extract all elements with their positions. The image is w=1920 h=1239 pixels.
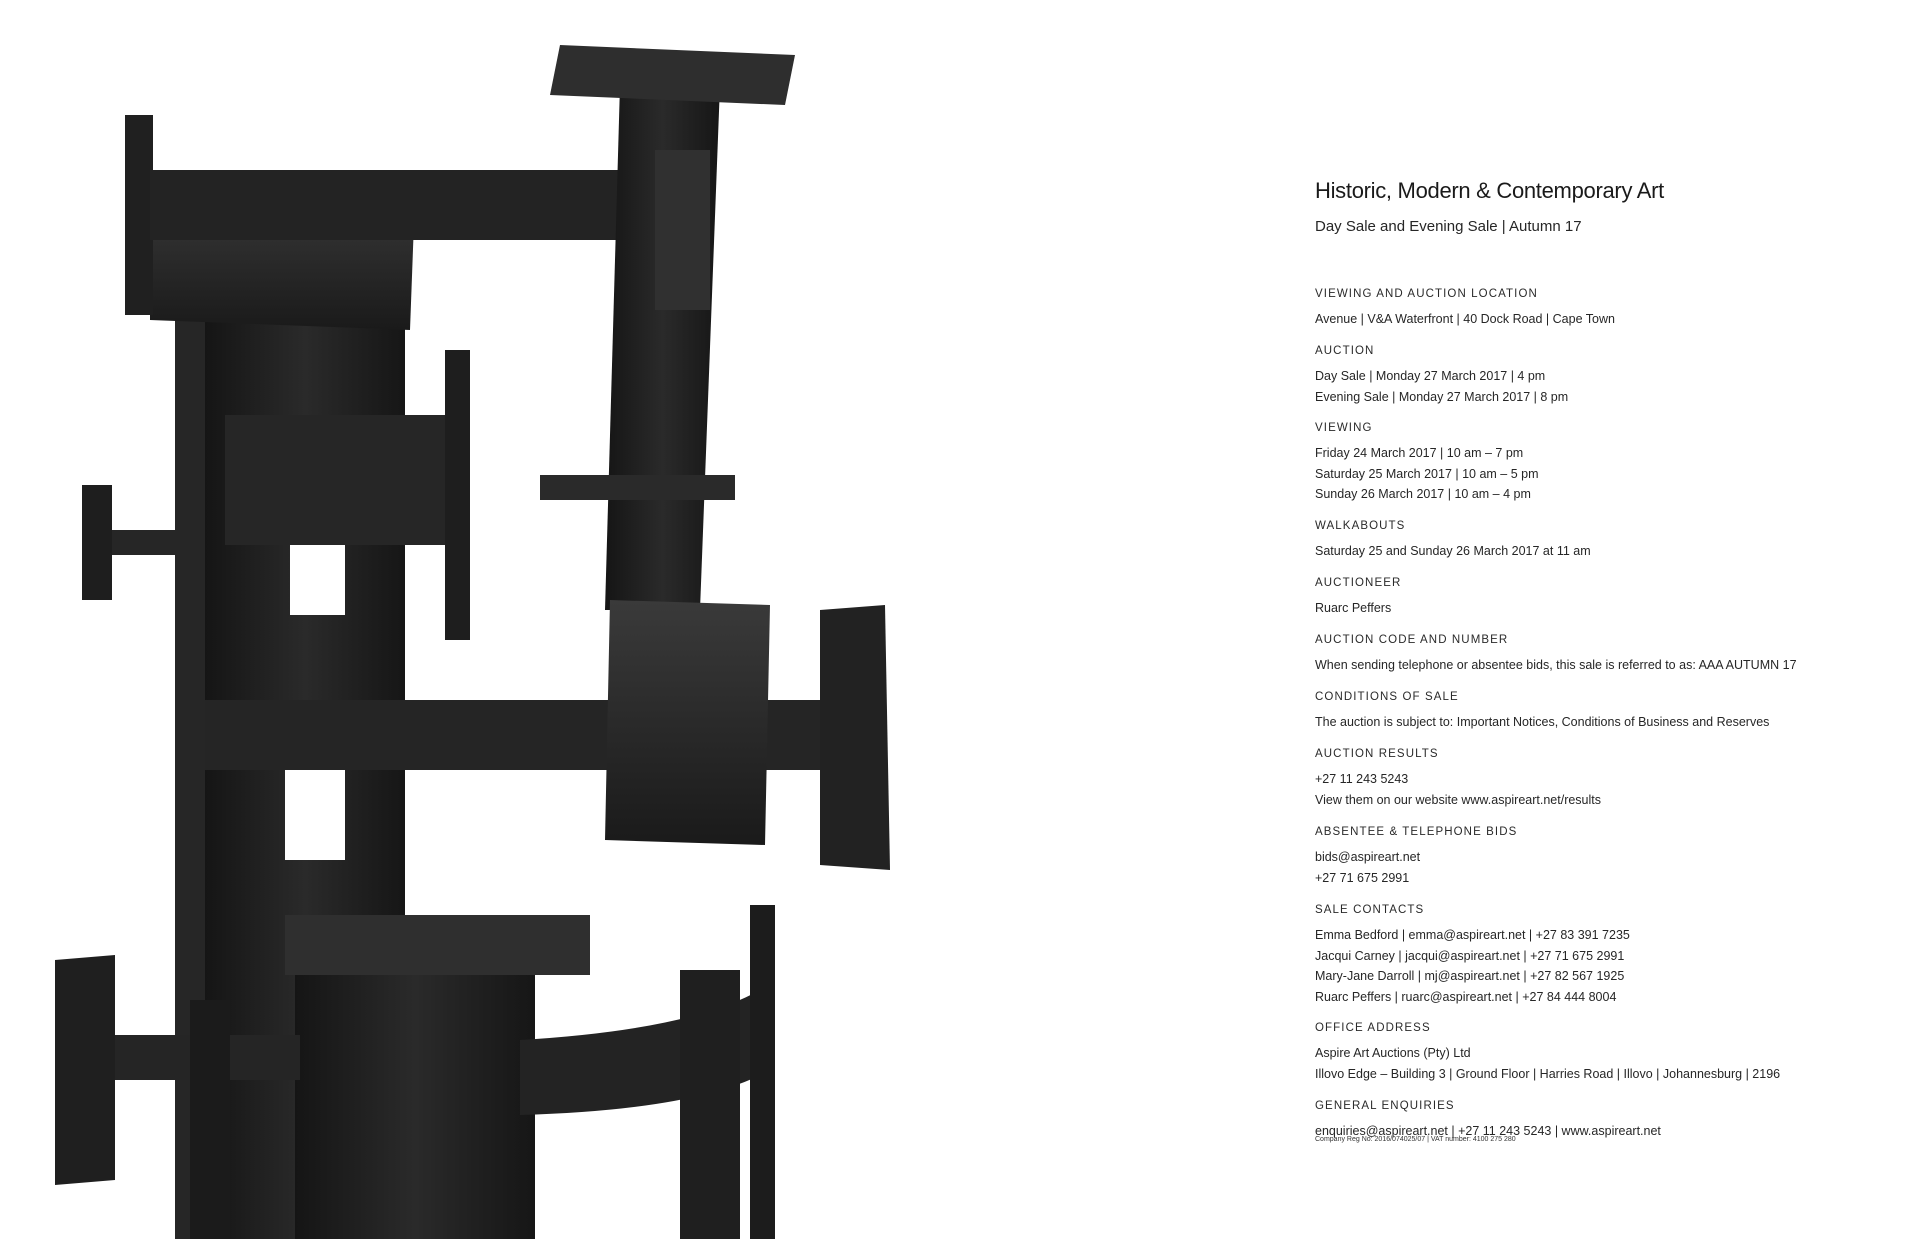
section-results	[1315, 747, 1601, 810]
section-line: Emma Bedford | emma@aspireart.net | +27 83 391 7235	[1315, 928, 1630, 942]
section-heading: AUCTION CODE AND NUMBER	[1315, 634, 1509, 646]
company-registration: Company Reg No: 2016/074025/07 | VAT number: 4100 275 280	[1315, 1136, 1516, 1143]
section-auctioneer	[1315, 576, 1401, 619]
section-auction-code	[1315, 633, 1797, 676]
section-line: When sending telephone or absentee bids, this sale is referred to as: AAA AUTUMN 17	[1315, 658, 1797, 672]
section-line: Avenue | V&A Waterfront | 40 Dock Road | Cape Town	[1315, 312, 1615, 326]
section-line: The auction is subject to: Important Notices, Conditions of Business and Reserves	[1315, 715, 1770, 729]
section-location	[1315, 287, 1615, 330]
section-heading: GENERAL ENQUIRIES	[1315, 1100, 1455, 1112]
section-heading: VIEWING	[1315, 422, 1373, 434]
section-line: Illovo Edge – Building 3 | Ground Floor | Harries Road | Illovo | Johannesburg | 2196	[1315, 1066, 1781, 1081]
section-line: +27 71 675 2991	[1315, 870, 1410, 885]
section-line: Sunday 26 March 2017 | 10 am – 4 pm	[1315, 487, 1531, 501]
section-line: enquiries@aspireart.net | +27 11 243 5243 | www.aspireart.net	[1315, 1124, 1661, 1138]
section-line: Ruarc Peffers	[1315, 601, 1392, 615]
section-line: Saturday 25 March 2017 | 10 am – 5 pm	[1315, 466, 1539, 481]
section-line: Ruarc Peffers | ruarc@aspireart.net | +27 84 444 8004	[1315, 989, 1617, 1004]
page-title: Historic, Modern & Contemporary Art	[1315, 178, 1664, 203]
section-line: Evening Sale | Monday 27 March 2017 | 8 pm	[1315, 389, 1569, 404]
section-sale-contacts	[1315, 903, 1630, 1007]
section-heading: SALE CONTACTS	[1315, 904, 1425, 916]
section-line: Saturday 25 and Sunday 26 March 2017 at 11 am	[1315, 544, 1591, 558]
section-line: Friday 24 March 2017 | 10 am – 7 pm	[1315, 446, 1524, 460]
section-line: Day Sale | Monday 27 March 2017 | 4 pm	[1315, 369, 1546, 383]
section-line: Mary-Jane Darroll | mj@aspireart.net | +27 82 567 1925	[1315, 969, 1625, 983]
section-conditions	[1315, 690, 1769, 733]
section-office-address	[1315, 1021, 1780, 1084]
section-heading: VIEWING AND AUCTION LOCATION	[1315, 288, 1538, 300]
section-line: bids@aspireart.net	[1315, 850, 1421, 864]
section-auction	[1315, 344, 1568, 407]
section-heading: ABSENTEE & TELEPHONE BIDS	[1315, 826, 1518, 838]
section-line: Jacqui Carney | jacqui@aspireart.net | +27 71 675 2991	[1315, 948, 1625, 963]
section-walkabouts	[1315, 519, 1591, 562]
section-line: View them on our website www.aspireart.net/results	[1315, 792, 1602, 807]
section-heading: OFFICE ADDRESS	[1315, 1022, 1431, 1034]
section-viewing	[1315, 421, 1539, 505]
section-line: Aspire Art Auctions (Pty) Ltd	[1315, 1046, 1471, 1060]
section-bids	[1315, 825, 1517, 888]
page-subtitle: Day Sale and Evening Sale | Autumn 17	[1315, 218, 1582, 235]
section-heading: AUCTION RESULTS	[1315, 748, 1439, 760]
section-heading: AUCTIONEER	[1315, 577, 1402, 589]
section-heading: WALKABOUTS	[1315, 520, 1406, 532]
section-heading: CONDITIONS OF SALE	[1315, 691, 1459, 703]
section-line: +27 11 243 5243	[1315, 772, 1409, 786]
section-heading: AUCTION	[1315, 345, 1375, 357]
